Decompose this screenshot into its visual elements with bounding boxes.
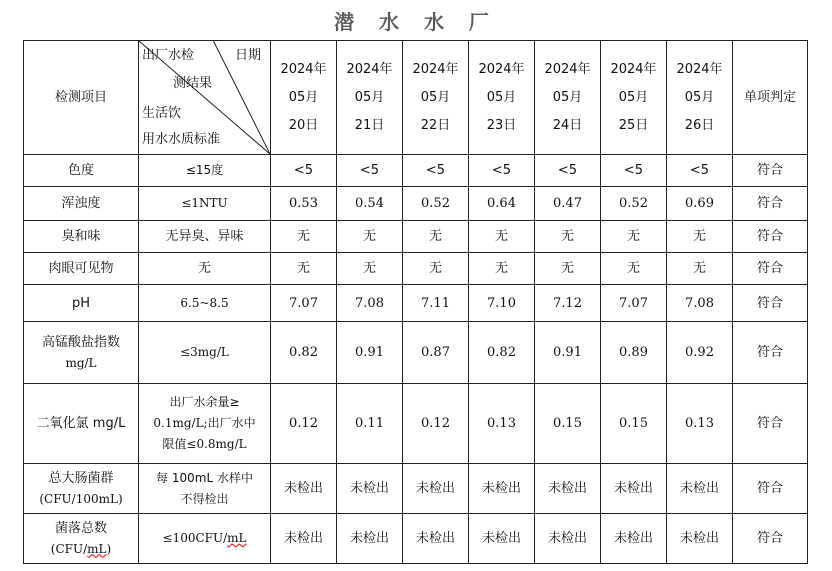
judgement-cell: 符合	[733, 155, 808, 187]
value-cell: 0.64	[469, 187, 535, 221]
value-cell: 无	[601, 221, 667, 253]
value-cell: 0.47	[535, 187, 601, 221]
value-cell: 无	[337, 253, 403, 285]
value-cell: 0.69	[667, 187, 733, 221]
item-cell: 浑浊度	[24, 187, 139, 221]
value-cell: 0.53	[271, 187, 337, 221]
value-cell: 未检出	[667, 514, 733, 564]
header-row	[24, 41, 808, 155]
table-row	[24, 384, 808, 464]
table-row	[24, 253, 808, 285]
table-row	[24, 221, 808, 253]
judgement-cell: 符合	[733, 322, 808, 384]
value-cell: 无	[337, 221, 403, 253]
value-cell: 无	[469, 221, 535, 253]
value-cell: 0.91	[337, 322, 403, 384]
spellcheck-word: mL	[227, 531, 247, 545]
header-date-2: 2024年 05月 21日	[337, 41, 403, 155]
judgement-cell: 符合	[733, 464, 808, 514]
standard-cell: ≤1NTU	[139, 187, 271, 221]
header-item: 检测项目	[24, 41, 139, 155]
value-cell: <5	[403, 155, 469, 187]
header-date-1: 2024年 05月 20日	[271, 41, 337, 155]
value-cell: 0.12	[271, 384, 337, 464]
diag-mid: 测结果	[173, 76, 213, 91]
value-cell: 未检出	[667, 464, 733, 514]
value-cell: 7.08	[337, 285, 403, 322]
item-line: 菌落总数	[54, 520, 107, 536]
value-cell: 0.13	[469, 384, 535, 464]
value-cell: 未检出	[337, 464, 403, 514]
value-cell: 无	[535, 253, 601, 285]
value-cell: 未检出	[535, 464, 601, 514]
judgement-cell: 符合	[733, 221, 808, 253]
value-cell: 0.12	[403, 384, 469, 464]
item-cell: 肉眼可见物	[24, 253, 139, 285]
value-cell: 无	[535, 221, 601, 253]
item-unit: (CFU/mL)	[50, 541, 112, 556]
value-cell: 0.82	[271, 322, 337, 384]
header-date-5: 2024年 05月 24日	[535, 41, 601, 155]
table-row	[24, 187, 808, 221]
standard-line: 0.1mg/L;出厂水中	[153, 416, 256, 430]
value-cell: 未检出	[601, 514, 667, 564]
value-cell: <5	[601, 155, 667, 187]
item-cell: pH	[24, 285, 139, 322]
table-row	[24, 464, 808, 514]
standard-cell: ≤100CFU/mL	[139, 514, 271, 564]
header-date-7: 2024年 05月 26日	[667, 41, 733, 155]
value-cell: 0.54	[337, 187, 403, 221]
value-cell: 无	[469, 253, 535, 285]
value-cell: 无	[667, 253, 733, 285]
standard-cell: 6.5~8.5	[139, 285, 271, 322]
item-line: 总大肠菌群	[48, 470, 114, 486]
item-unit: mg/L	[65, 355, 97, 370]
value-cell: 未检出	[271, 514, 337, 564]
standard-line: 不得检出	[180, 491, 229, 506]
judgement-cell: 符合	[733, 187, 808, 221]
value-cell: 7.07	[271, 285, 337, 322]
diag-top-left: 出厂水检	[142, 48, 195, 63]
value-cell: 7.07	[601, 285, 667, 322]
header-date-3: 2024年 05月 22日	[403, 41, 469, 155]
diag-bottom-2: 用水水质标准	[142, 132, 221, 147]
value-cell: 0.89	[601, 322, 667, 384]
item-cell	[24, 322, 139, 384]
value-cell: 0.15	[601, 384, 667, 464]
header-date-4: 2024年 05月 23日	[469, 41, 535, 155]
value-cell: 0.52	[403, 187, 469, 221]
item-cell: 色度	[24, 155, 139, 187]
standard-cell	[139, 464, 271, 514]
diag-bottom-1: 生活饮	[142, 106, 182, 121]
item-cell: 二氧化氯 mg/L	[24, 384, 139, 464]
value-cell: 0.11	[337, 384, 403, 464]
judgement-cell: 符合	[733, 253, 808, 285]
value-cell: 0.15	[535, 384, 601, 464]
value-cell: 0.52	[601, 187, 667, 221]
value-cell: 0.13	[667, 384, 733, 464]
table-row	[24, 322, 808, 384]
value-cell: <5	[337, 155, 403, 187]
value-cell: 无	[271, 253, 337, 285]
value-cell: 7.10	[469, 285, 535, 322]
value-cell: 7.12	[535, 285, 601, 322]
page-title: 潜 水 水 厂	[334, 10, 498, 34]
item-cell	[24, 514, 139, 564]
header-date-6: 2024年 05月 25日	[601, 41, 667, 155]
value-cell: 0.91	[535, 322, 601, 384]
value-cell: 0.87	[403, 322, 469, 384]
table-row	[24, 514, 808, 564]
standard-cell: ≤15度	[139, 155, 271, 187]
value-cell: <5	[667, 155, 733, 187]
value-cell: 无	[667, 221, 733, 253]
value-cell: <5	[469, 155, 535, 187]
table-row	[24, 155, 808, 187]
standard-line: 出厂水余量≥	[169, 395, 240, 409]
value-cell: 无	[403, 253, 469, 285]
value-cell: 0.82	[469, 322, 535, 384]
standard-cell: 无异臭、异味	[139, 221, 271, 253]
value-cell: <5	[271, 155, 337, 187]
value-cell: 未检出	[469, 514, 535, 564]
value-cell: 未检出	[535, 514, 601, 564]
header-diagonal-cell	[139, 41, 271, 155]
value-cell: 无	[271, 221, 337, 253]
value-cell: 无	[601, 253, 667, 285]
value-cell: <5	[535, 155, 601, 187]
item-cell	[24, 464, 139, 514]
value-cell: 未检出	[403, 514, 469, 564]
value-cell: 未检出	[469, 464, 535, 514]
standard-cell: 无	[139, 253, 271, 285]
value-cell: 未检出	[271, 464, 337, 514]
judgement-cell: 符合	[733, 514, 808, 564]
spellcheck-word: mL	[87, 541, 107, 556]
value-cell: 未检出	[403, 464, 469, 514]
item-cell: 臭和味	[24, 221, 139, 253]
judgement-cell: 符合	[733, 384, 808, 464]
standard-line: 限值≤0.8mg/L	[162, 437, 247, 451]
item-line: 高锰酸盐指数	[41, 334, 120, 350]
judgement-cell: 符合	[733, 285, 808, 322]
water-quality-table	[23, 40, 808, 564]
standard-line: 每 100mL 水样中	[156, 470, 253, 485]
standard-cell: ≤3mg/L	[139, 322, 271, 384]
value-cell: 无	[403, 221, 469, 253]
table-row	[24, 285, 808, 322]
diag-top-right: 日期	[235, 48, 262, 63]
value-cell: 7.11	[403, 285, 469, 322]
header-judgement: 单项判定	[733, 41, 808, 155]
item-unit: (CFU/100mL)	[39, 491, 123, 506]
value-cell: 未检出	[601, 464, 667, 514]
value-cell: 7.08	[667, 285, 733, 322]
value-cell: 未检出	[337, 514, 403, 564]
standard-cell	[139, 384, 271, 464]
value-cell: 0.92	[667, 322, 733, 384]
